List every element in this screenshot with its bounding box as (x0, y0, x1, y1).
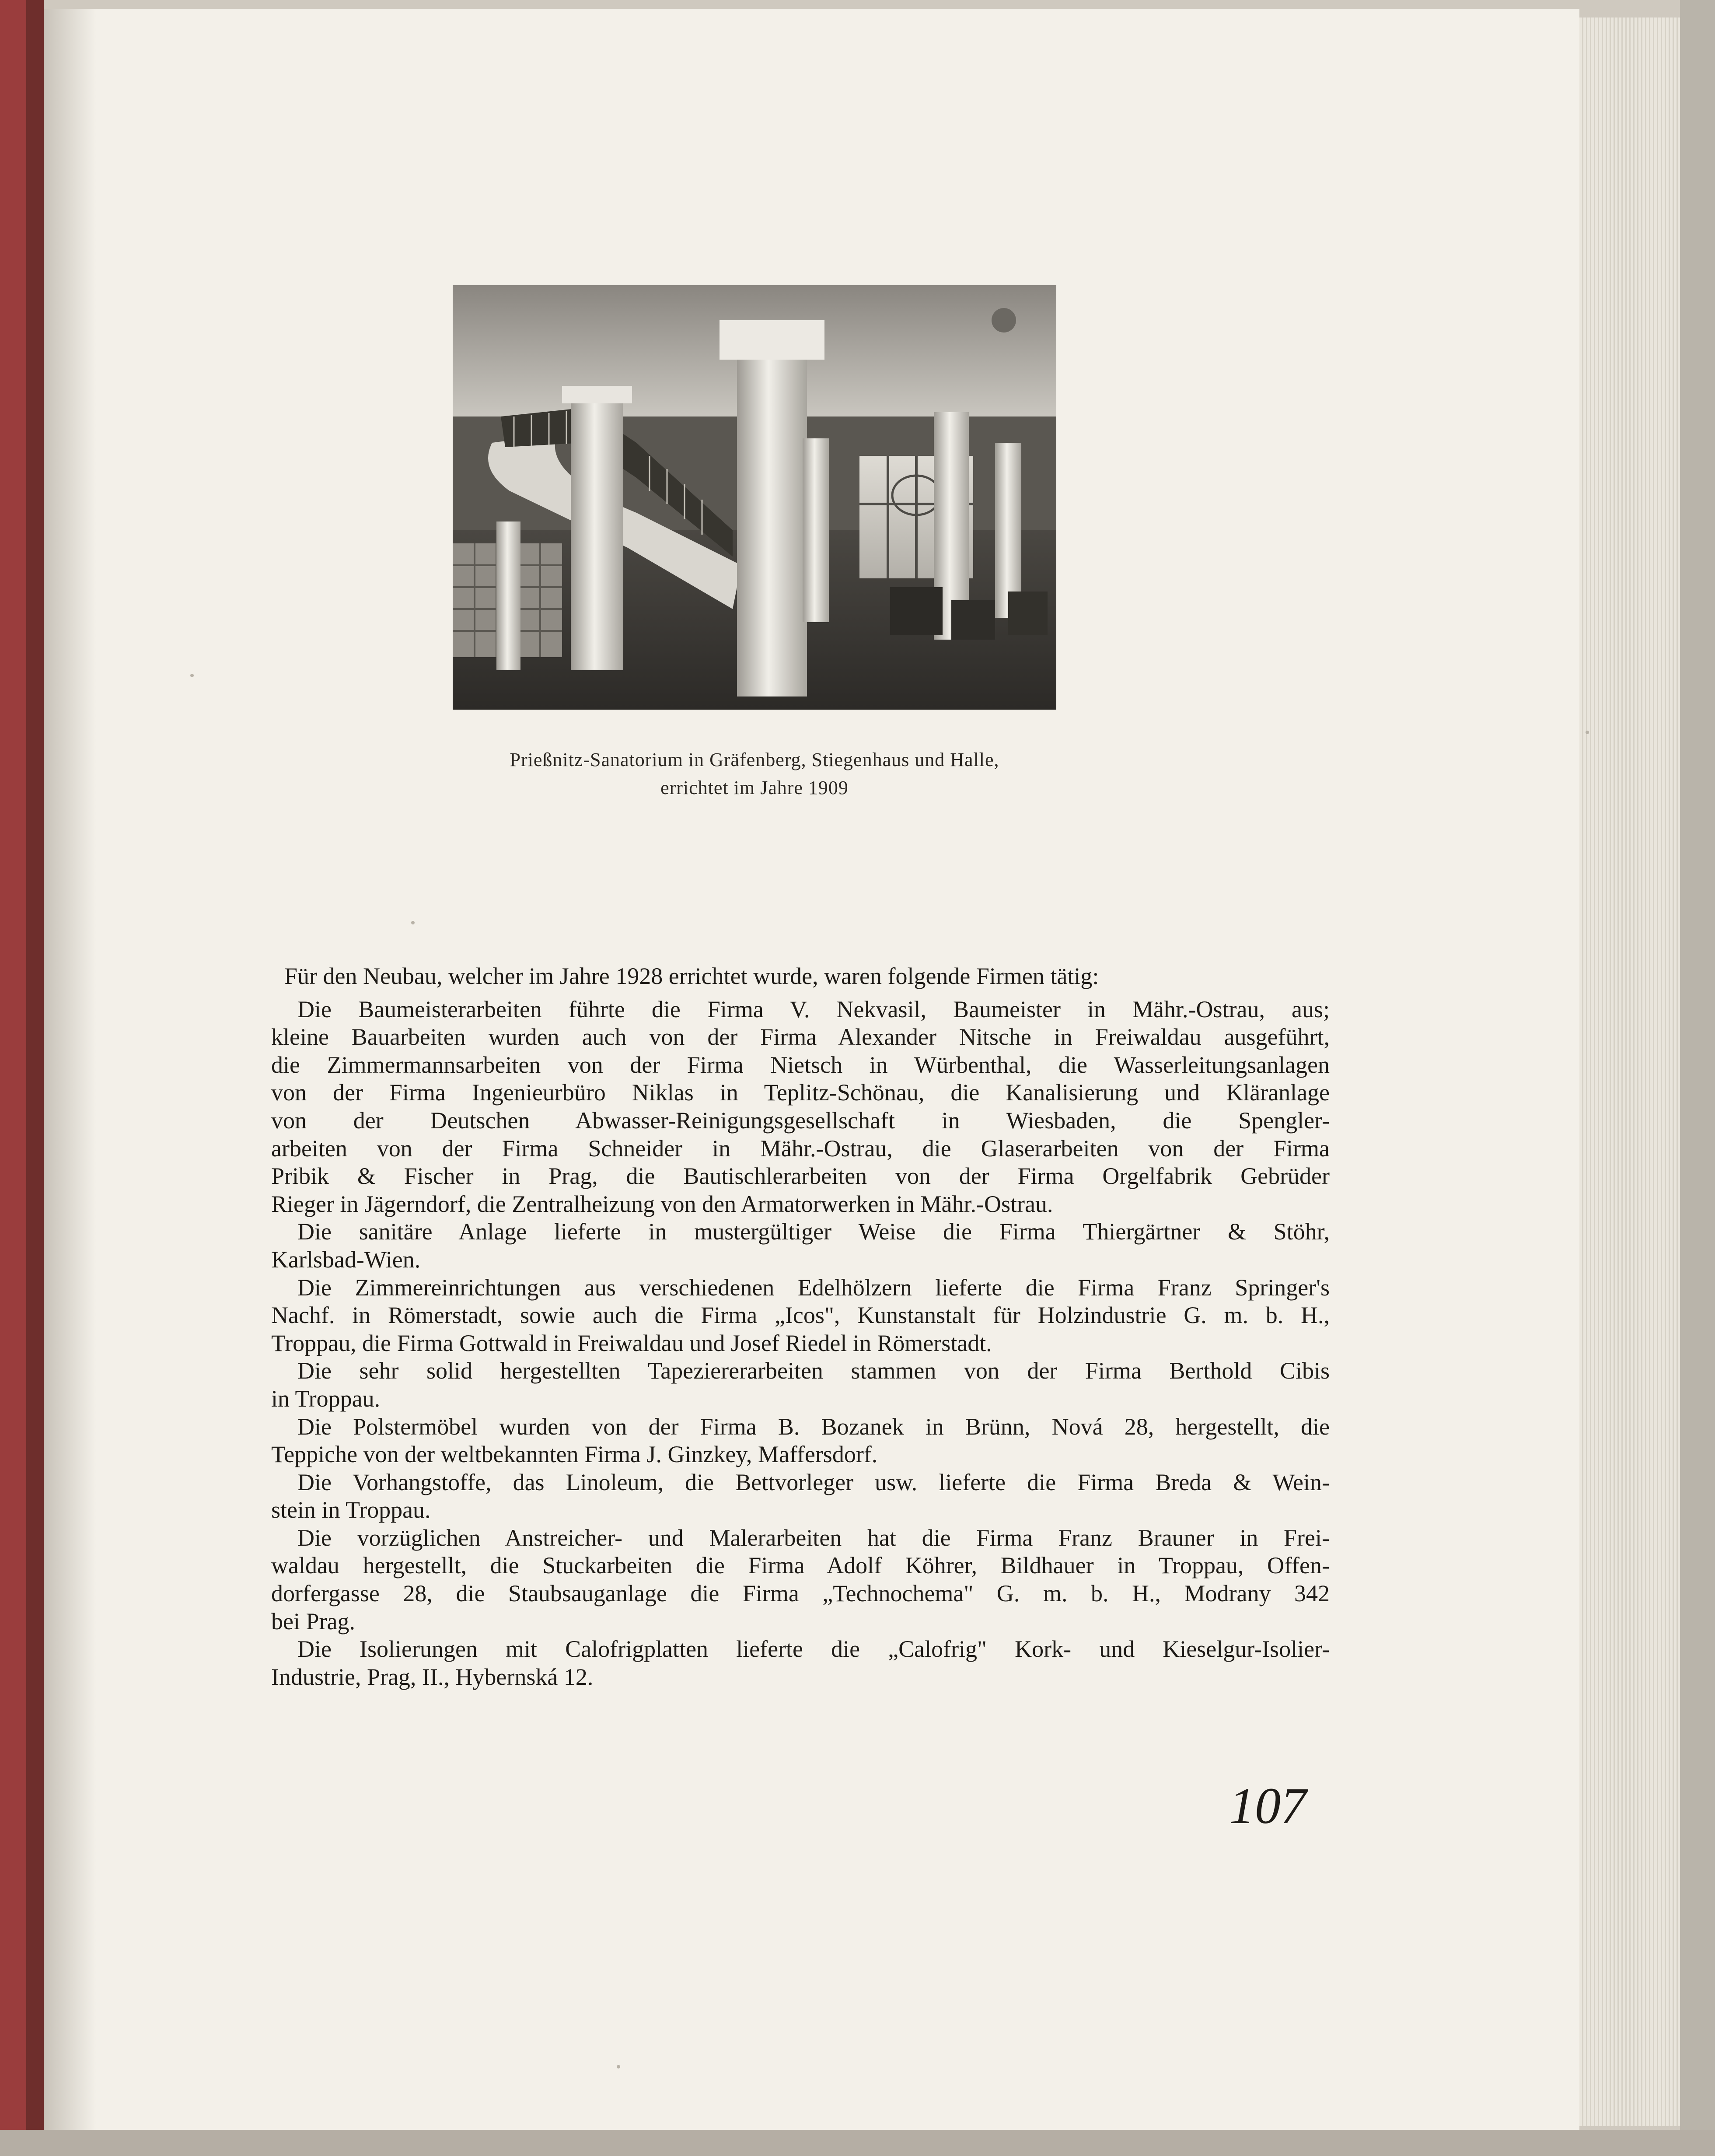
book-cover-right (1680, 0, 1715, 2156)
paper-speck (190, 674, 194, 677)
book-cover-bottom (0, 2130, 1715, 2156)
text-line: Pribik & Fischer in Prag, die Bautischlerarbeiten von der Firma Orgelfabrik Gebrüder (271, 1163, 1330, 1190)
gutter-shadow (44, 9, 96, 2130)
page-number: 107 (1229, 1777, 1306, 1834)
interior-photo (453, 285, 1056, 710)
text-line: kleine Bauarbeiten wurden auch von der Firma Alexander Nitsche in Freiwaldau ausgeführt, (271, 1024, 1330, 1050)
text-line: in Troppau. (271, 1385, 381, 1412)
text-line: Die Polstermöbel wurden von der Firma B. Bozanek in Brünn, Nová 28, hergestellt, die (297, 1413, 1330, 1440)
page-edges (1579, 18, 1680, 2126)
caption-line: Prießnitz-Sanatorium in Gräfenberg, Stiegenhaus und Halle, (510, 749, 999, 770)
book-spine-edge (26, 0, 44, 2156)
text-line: arbeiten von der Firma Schneider in Mähr.-Ostrau, die Glaserarbeiten von der Firma (271, 1135, 1330, 1162)
text-line: Nachf. in Römerstadt, sowie auch die Firma „Icos", Kunstanstalt für Holzindustrie G. m. b. H., (271, 1302, 1330, 1329)
body-text (271, 962, 1330, 1691)
text-line: Die vorzüglichen Anstreicher- und Malerarbeiten hat die Firma Franz Brauner in Frei- (297, 1524, 1330, 1551)
book-cover-left (0, 0, 26, 2156)
text-line: die Zimmermannsarbeiten von der Firma Nietsch in Würbenthal, die Wasserleitungsanlagen (271, 1051, 1330, 1078)
photo-caption (409, 746, 1100, 802)
text-line: Die Zimmereinrichtungen aus verschiedenen Edelhölzern lieferte die Firma Franz Springer's (297, 1274, 1330, 1301)
caption-line: errichtet im Jahre 1909 (660, 777, 849, 798)
text-line: Troppau, die Firma Gottwald in Freiwaldau und Josef Riedel in Römerstadt. (271, 1330, 992, 1356)
text-line: Die Baumeisterarbeiten führte die Firma V. Nekvasil, Baumeister in Mähr.-Ostrau, aus; (297, 996, 1330, 1022)
text-line: waldau hergestellt, die Stuckarbeiten die Firma Adolf Köhrer, Bildhauer in Troppau, Offen- (271, 1552, 1330, 1579)
text-line: bei Prag. (271, 1608, 355, 1634)
text-line: Die sanitäre Anlage lieferte in mustergültiger Weise die Firma Thiergärtner & Stöhr, (297, 1218, 1330, 1245)
paper-speck (617, 2065, 620, 2068)
text-line: von der Firma Ingenieurbüro Niklas in Teplitz-Schönau, die Kanalisierung und Kläranlage (271, 1079, 1330, 1106)
text-line: von der Deutschen Abwasser-Reinigungsgesellschaft in Wiesbaden, die Spengler- (271, 1107, 1330, 1134)
text-line: Industrie, Prag, II., Hybernská 12. (271, 1663, 594, 1690)
paper-speck (1586, 731, 1589, 734)
intro-line: Für den Neubau, welcher im Jahre 1928 errichtet wurde, waren folgende Firmen tätig: (284, 963, 1099, 989)
paper-speck (411, 921, 415, 924)
book-page (44, 9, 1579, 2130)
text-line: Die Vorhangstoffe, das Linoleum, die Bettvorleger usw. lieferte die Firma Breda & Wein- (297, 1469, 1330, 1495)
text-line: Teppiche von der weltbekannten Firma J. Ginzkey, Maffersdorf. (271, 1441, 878, 1468)
text-line: Rieger in Jägerndorf, die Zentralheizung von den Armatorwerken in Mähr.-Ostrau. (271, 1190, 1053, 1217)
text-line: Karlsbad-Wien. (271, 1246, 421, 1273)
text-line: Die sehr solid hergestellten Tapeziererarbeiten stammen von der Firma Berthold Cibis (297, 1358, 1330, 1384)
text-line: Die Isolierungen mit Calofrigplatten lieferte die „Calofrig" Kork- und Kieselgur-Isolier- (297, 1636, 1330, 1662)
text-line: stein in Troppau. (271, 1497, 431, 1523)
text-line: dorfergasse 28, die Staubsauganlage die Firma „Technochema" G. m. b. H., Modrany 342 (271, 1580, 1330, 1607)
